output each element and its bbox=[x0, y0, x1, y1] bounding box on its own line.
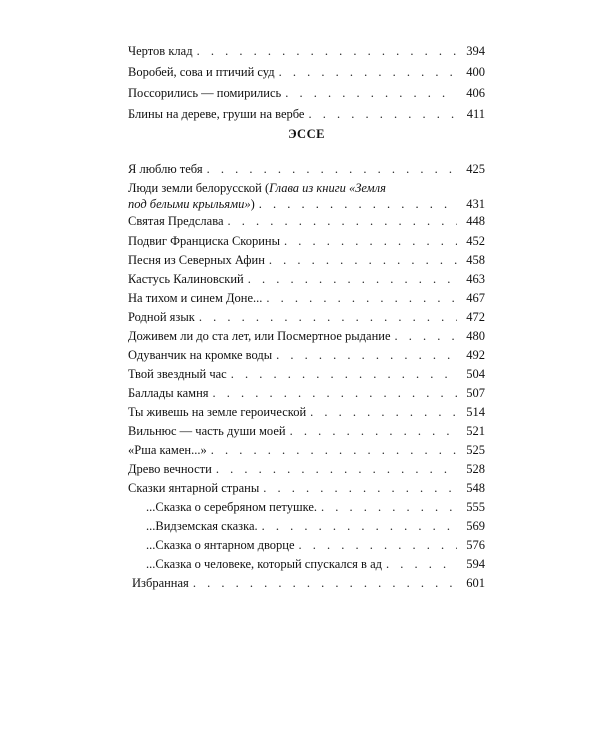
dot-leader bbox=[284, 232, 457, 250]
dot-leader bbox=[386, 555, 457, 573]
dot-leader bbox=[395, 327, 457, 345]
toc-entry-page: 504 bbox=[466, 367, 485, 381]
toc-entry-title: ...Сказка о человеке, который спускался в ад bbox=[146, 557, 382, 571]
toc-entry-page: 507 bbox=[466, 386, 485, 400]
toc-entry-title: Подвиг Франциска Скорины bbox=[128, 234, 281, 248]
dot-leader bbox=[197, 42, 457, 60]
dot-leader bbox=[193, 574, 457, 592]
toc-entry bbox=[128, 327, 485, 345]
toc-entry-title: Чертов клад bbox=[128, 44, 193, 58]
toc-entry-page: 411 bbox=[466, 107, 485, 121]
dot-leader bbox=[213, 384, 457, 402]
toc-entry-page: 525 bbox=[466, 443, 485, 457]
dot-leader bbox=[248, 270, 457, 288]
toc-entry bbox=[128, 251, 485, 269]
toc-entry-title: ...Сказка о серебряном петушке. bbox=[146, 500, 318, 514]
toc-entry-title: Воробей, сова и птичий суд bbox=[128, 65, 275, 79]
toc-entry-page: 514 bbox=[466, 405, 485, 419]
toc-entry-page: 555 bbox=[466, 500, 485, 514]
dot-leader bbox=[262, 517, 457, 535]
toc-entry bbox=[128, 232, 485, 250]
table-of-contents bbox=[128, 0, 485, 750]
toc-entry bbox=[128, 479, 485, 497]
toc-entry-page: 548 bbox=[466, 481, 485, 495]
toc-entry-page: 394 bbox=[466, 44, 485, 58]
dot-leader bbox=[259, 196, 457, 212]
toc-entry-title: ...Видземская сказка. bbox=[146, 519, 258, 533]
toc-entry-title: Древо вечности bbox=[128, 462, 212, 476]
toc-entry bbox=[128, 270, 485, 288]
toc-entry-title: Сказки янтарной страны bbox=[128, 481, 260, 495]
toc-entry bbox=[128, 365, 485, 383]
dot-leader bbox=[263, 479, 457, 497]
toc-entry-page: 492 bbox=[466, 348, 485, 362]
toc-entry bbox=[128, 460, 485, 478]
dot-leader bbox=[321, 498, 457, 516]
toc-entry-note: Глава из книги «Земля bbox=[269, 181, 386, 195]
toc-entry-title: Родной язык bbox=[128, 310, 195, 324]
toc-subentry bbox=[146, 498, 485, 516]
toc-entry-title: Песня из Северных Афин bbox=[128, 253, 265, 267]
toc-entry-page: 472 bbox=[466, 310, 485, 324]
toc-entry-page: 594 bbox=[466, 557, 485, 571]
toc-entry-title: ...Сказка о янтарном дворце bbox=[146, 538, 295, 552]
toc-entry-title: Избранная bbox=[132, 576, 189, 590]
dot-leader bbox=[276, 346, 457, 364]
dot-leader bbox=[299, 536, 457, 554]
dot-leader bbox=[231, 365, 457, 383]
toc-entry-title: Люди земли белорусской bbox=[128, 181, 262, 195]
toc-entry-title: Одуванчик на кромке воды bbox=[128, 348, 273, 362]
toc-entry bbox=[128, 403, 485, 421]
toc-entry bbox=[128, 84, 485, 102]
toc-entry-page: 467 bbox=[466, 291, 485, 305]
toc-entry-page: 425 bbox=[466, 162, 485, 176]
toc-entry bbox=[132, 574, 485, 592]
toc-entry-title: На тихом и синем Доне... bbox=[128, 291, 263, 305]
toc-entry-page: 480 bbox=[466, 329, 485, 343]
toc-subentry bbox=[146, 555, 485, 573]
toc-entry-page: 400 bbox=[466, 65, 485, 79]
dot-leader bbox=[269, 251, 457, 269]
toc-entry-page: 521 bbox=[466, 424, 485, 438]
toc-entry-page: 448 bbox=[466, 214, 485, 228]
toc-entry-title: Твой звездный час bbox=[128, 367, 227, 381]
dot-leader bbox=[216, 460, 457, 478]
toc-entry-title: Ты живешь на земле героической bbox=[128, 405, 307, 419]
toc-entry-page: 601 bbox=[466, 576, 485, 590]
dot-leader bbox=[308, 105, 457, 123]
toc-entry-page: 406 bbox=[466, 86, 485, 100]
toc-entry-page: 463 bbox=[466, 272, 485, 286]
dot-leader bbox=[207, 160, 457, 178]
toc-entry-page: 452 bbox=[466, 234, 485, 248]
toc-entry-title: Баллады камня bbox=[128, 386, 209, 400]
toc-subentry bbox=[146, 517, 485, 535]
toc-entry-page: 576 bbox=[466, 538, 485, 552]
toc-entry-title: Святая Предслава bbox=[128, 214, 224, 228]
toc-entry-page: 431 bbox=[466, 197, 485, 211]
toc-entry bbox=[128, 384, 485, 402]
dot-leader bbox=[279, 63, 457, 81]
toc-entry-title: «Рша камен...» bbox=[128, 443, 207, 457]
dot-leader bbox=[211, 441, 457, 459]
toc-entry-page: 569 bbox=[466, 519, 485, 533]
toc-entry-multiline: Люди земли белорусской (Глава из книги «Земля под белыми крыльями») . . . 431 bbox=[128, 180, 485, 212]
toc-entry bbox=[128, 422, 485, 440]
toc-entry-title: Доживем ли до ста лет, или Посмертное рыдание bbox=[128, 329, 391, 343]
dot-leader bbox=[285, 84, 457, 102]
toc-entry-title: Вильнюс — часть души моей bbox=[128, 424, 286, 438]
toc-entry bbox=[128, 42, 485, 60]
toc-entry bbox=[128, 105, 485, 123]
dot-leader bbox=[310, 403, 457, 421]
dot-leader bbox=[199, 308, 457, 326]
toc-entry-title: Блины на дереве, груши на вербе bbox=[128, 107, 305, 121]
dot-leader bbox=[228, 212, 457, 230]
toc-entry-page: 458 bbox=[466, 253, 485, 267]
toc-entry bbox=[128, 289, 485, 307]
toc-entry-title: Кастусь Калиновский bbox=[128, 272, 244, 286]
toc-entry bbox=[128, 63, 485, 81]
toc-entry bbox=[128, 346, 485, 364]
section-heading: ЭССЕ bbox=[288, 127, 325, 141]
dot-leader bbox=[290, 422, 457, 440]
toc-subentry bbox=[146, 536, 485, 554]
toc-entry bbox=[128, 441, 485, 459]
dot-leader bbox=[266, 289, 457, 307]
toc-entry bbox=[128, 160, 485, 178]
toc-entry-title: Поссорились — помирились bbox=[128, 86, 282, 100]
toc-entry-note-continued: под белыми крыльями» bbox=[128, 197, 251, 211]
toc-entry-title: Я люблю тебя bbox=[128, 162, 203, 176]
toc-entry bbox=[128, 308, 485, 326]
toc-entry bbox=[128, 212, 485, 230]
toc-entry-page: 528 bbox=[466, 462, 485, 476]
